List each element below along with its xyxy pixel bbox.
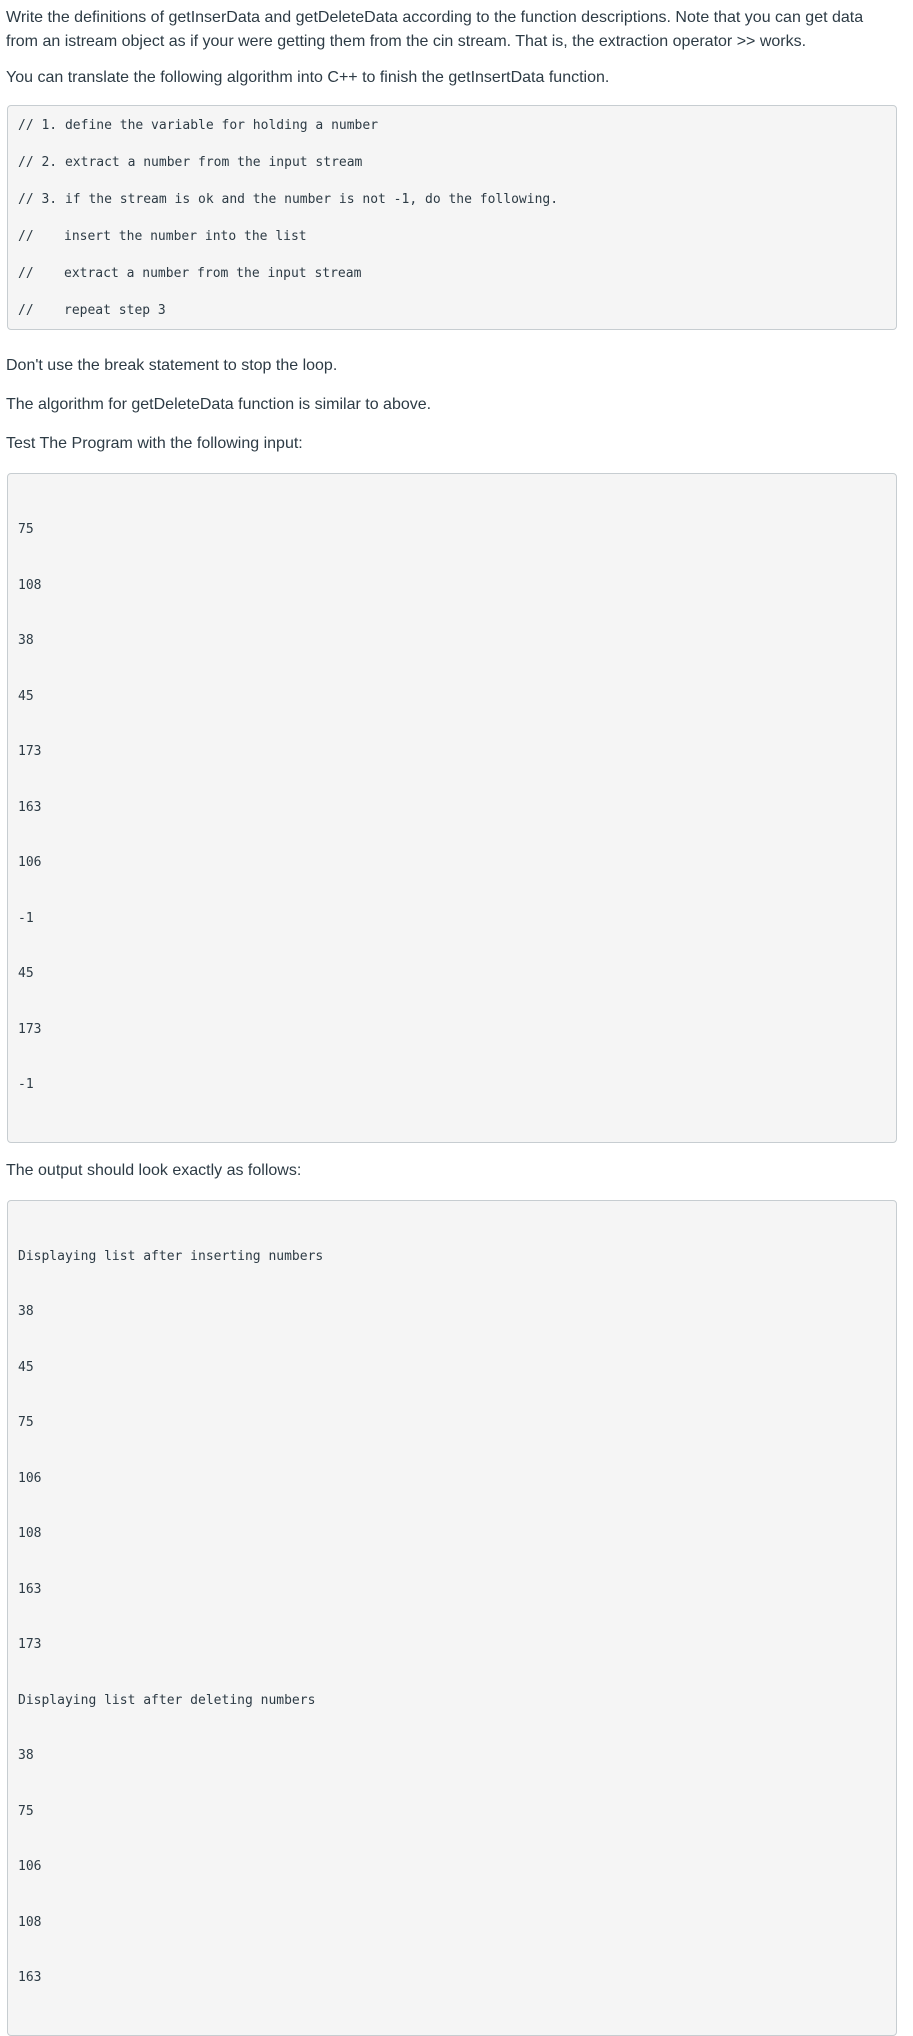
input-line: 173 [18, 1021, 42, 1037]
translate-note: You can translate the following algorithm into C++ to finish the getInsertData function. [6, 69, 610, 86]
input-line: 45 [18, 966, 34, 981]
output-line: 75 [18, 1803, 34, 1819]
input-line: 173 [18, 744, 42, 759]
input-line: 75 [18, 522, 34, 537]
output-line: 173 [18, 1637, 42, 1652]
output-line: 75 [18, 1415, 34, 1430]
output-line: 163 [18, 1581, 42, 1597]
input-line: 108 [18, 577, 42, 593]
input-line: 106 [18, 855, 42, 870]
no-break-note: Don't use the break statement to stop the loop. [6, 357, 338, 374]
output-line: 38 [18, 1748, 34, 1763]
output-line: 108 [18, 1914, 42, 1930]
output-line: 38 [18, 1304, 34, 1319]
algorithm-line: // 1. define the variable for holding a number [18, 118, 379, 133]
algorithm-line: // 3. if the stream is ok and the number is not -1, do the following. [18, 192, 559, 207]
input-line: 45 [18, 688, 34, 704]
algorithm-line: // repeat step 3 [18, 303, 166, 318]
output-line: 106 [18, 1859, 42, 1874]
algorithm-line: // 2. extract a number from the input stream [18, 155, 363, 170]
algorithm-line: // extract a number from the input stream [18, 266, 362, 281]
output-line: 45 [18, 1359, 34, 1375]
output-line: 106 [18, 1470, 42, 1486]
output-label: The output should look exactly as follows: [6, 1161, 302, 1179]
output-line: Displaying list after inserting numbers [18, 1248, 324, 1264]
input-line: 163 [18, 799, 42, 815]
input-line: 38 [18, 633, 34, 648]
algorithm-line: // insert the number into the list [18, 229, 307, 244]
intro-paragraph: Write the definitions of getInserData and getDeleteData according to the function descriptions. Note that you can get data from an istream object as if your were getting them from the cin stream. That is, the extraction operator >> works. [6, 9, 864, 50]
input-line: -1 [18, 1077, 34, 1092]
delete-similar-note: The algorithm for getDeleteData function is similar to above. [6, 396, 432, 413]
test-input-label: Test The Program with the following input: [6, 435, 303, 452]
output-line: Displaying list after deleting numbers [18, 1692, 316, 1708]
algorithm-code-block [7, 105, 897, 330]
expected-output-block [7, 1200, 897, 2036]
output-line: 163 [18, 1970, 42, 1985]
input-line: -1 [18, 910, 34, 926]
test-input-block [7, 473, 897, 1143]
output-line: 108 [18, 1526, 42, 1541]
